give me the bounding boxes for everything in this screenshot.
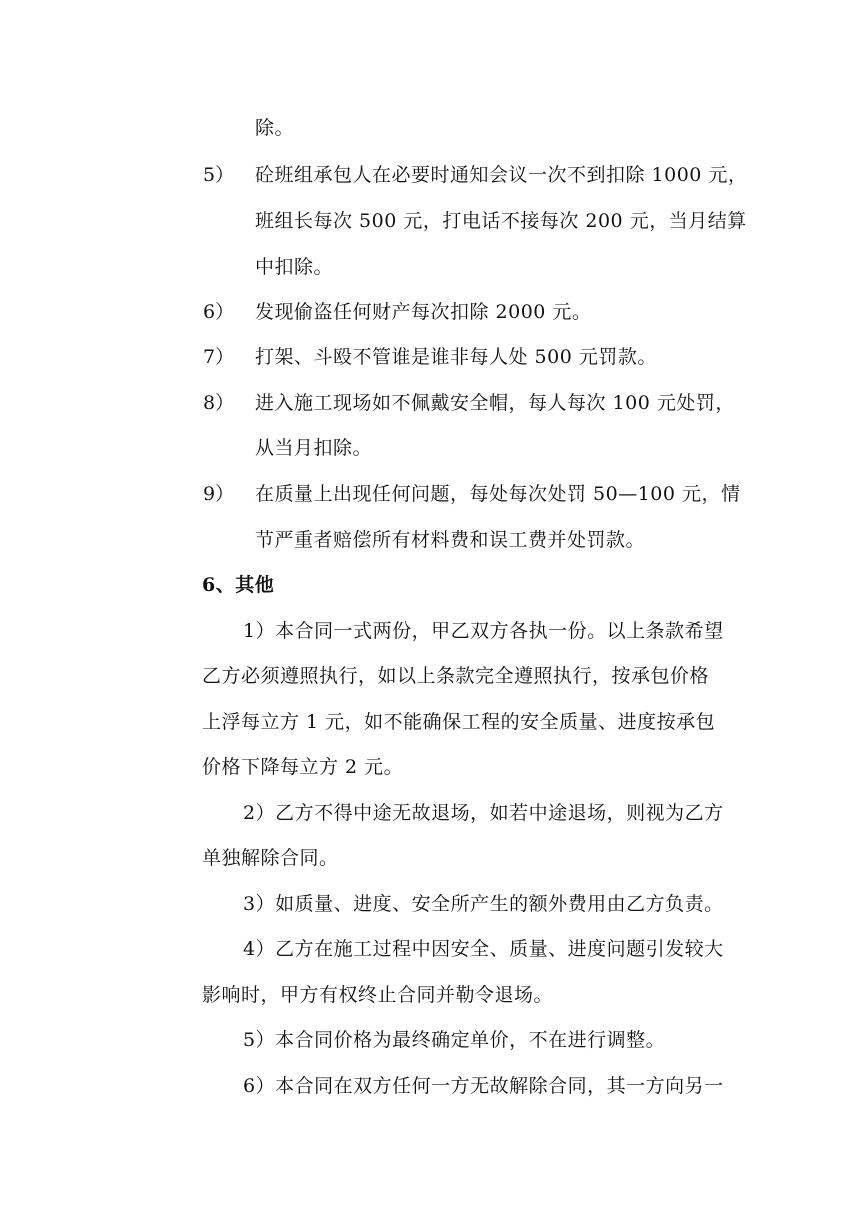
item-5-line-1: 砼班组承包人在必要时通知会议一次不到扣除 1000 元， [255, 164, 748, 186]
item-9-number: 9） [203, 483, 235, 505]
item-8-line-1: 进入施工现场如不佩戴安全帽，每人每次 100 元处罚， [255, 392, 735, 414]
section-6-para-3-line-1: 3）如质量、进度、安全所产生的额外费用由乙方负责。 [243, 893, 724, 915]
section-6-para-5-line-1: 5）本合同价格为最终确定单价，不在进行调整。 [243, 1029, 666, 1051]
item-5-line-3: 中扣除。 [255, 256, 334, 278]
section-6-para-1-line-1: 1）本合同一式两份，甲乙双方各执一份。以上条款希望 [243, 620, 724, 642]
item-7-line-1: 打架、斗殴不管谁是谁非每人处 500 元罚款。 [255, 346, 657, 368]
item-8-number: 8） [203, 392, 235, 414]
section-6-para-1-line-4: 价格下降每立方 2 元。 [202, 756, 404, 778]
item-6-number: 6） [203, 301, 235, 323]
item-5-number: 5） [203, 164, 235, 186]
section-6-heading: 6、其他 [202, 574, 275, 596]
section-6-para-4-line-1: 4）乙方在施工过程中因安全、质量、进度问题引发较大 [243, 938, 724, 960]
section-6-para-2-line-1: 2）乙方不得中途无故退场，如若中途退场，则视为乙方 [243, 802, 724, 824]
section-6-para-4-line-2: 影响时，甲方有权终止合同并勒令退场。 [202, 984, 554, 1006]
item-9-line-1: 在质量上出现任何问题，每处每次处罚 50—100 元，情 [255, 483, 741, 505]
section-6-para-1-line-3: 上浮每立方 1 元，如不能确保工程的安全质量、进度按承包 [202, 711, 716, 733]
item-4-tail: 除。 [255, 117, 295, 139]
item-6-line-1: 发现偷盗任何财产每次扣除 2000 元。 [255, 301, 592, 323]
item-5-line-2: 班组长每次 500 元，打电话不接每次 200 元，当月结算 [255, 210, 747, 232]
item-7-number: 7） [203, 346, 235, 368]
section-6-para-1-line-2: 乙方必须遵照执行，如以上条款完全遵照执行，按承包价格 [202, 665, 710, 687]
section-6-para-2-line-2: 单独解除合同。 [202, 847, 339, 869]
section-6-para-6-line-1: 6）本合同在双方任何一方无故解除合同，其一方向另一 [243, 1075, 724, 1097]
item-8-line-2: 从当月扣除。 [255, 437, 373, 459]
item-9-line-2: 节严重者赔偿所有材料费和误工费并处罚款。 [255, 529, 646, 551]
